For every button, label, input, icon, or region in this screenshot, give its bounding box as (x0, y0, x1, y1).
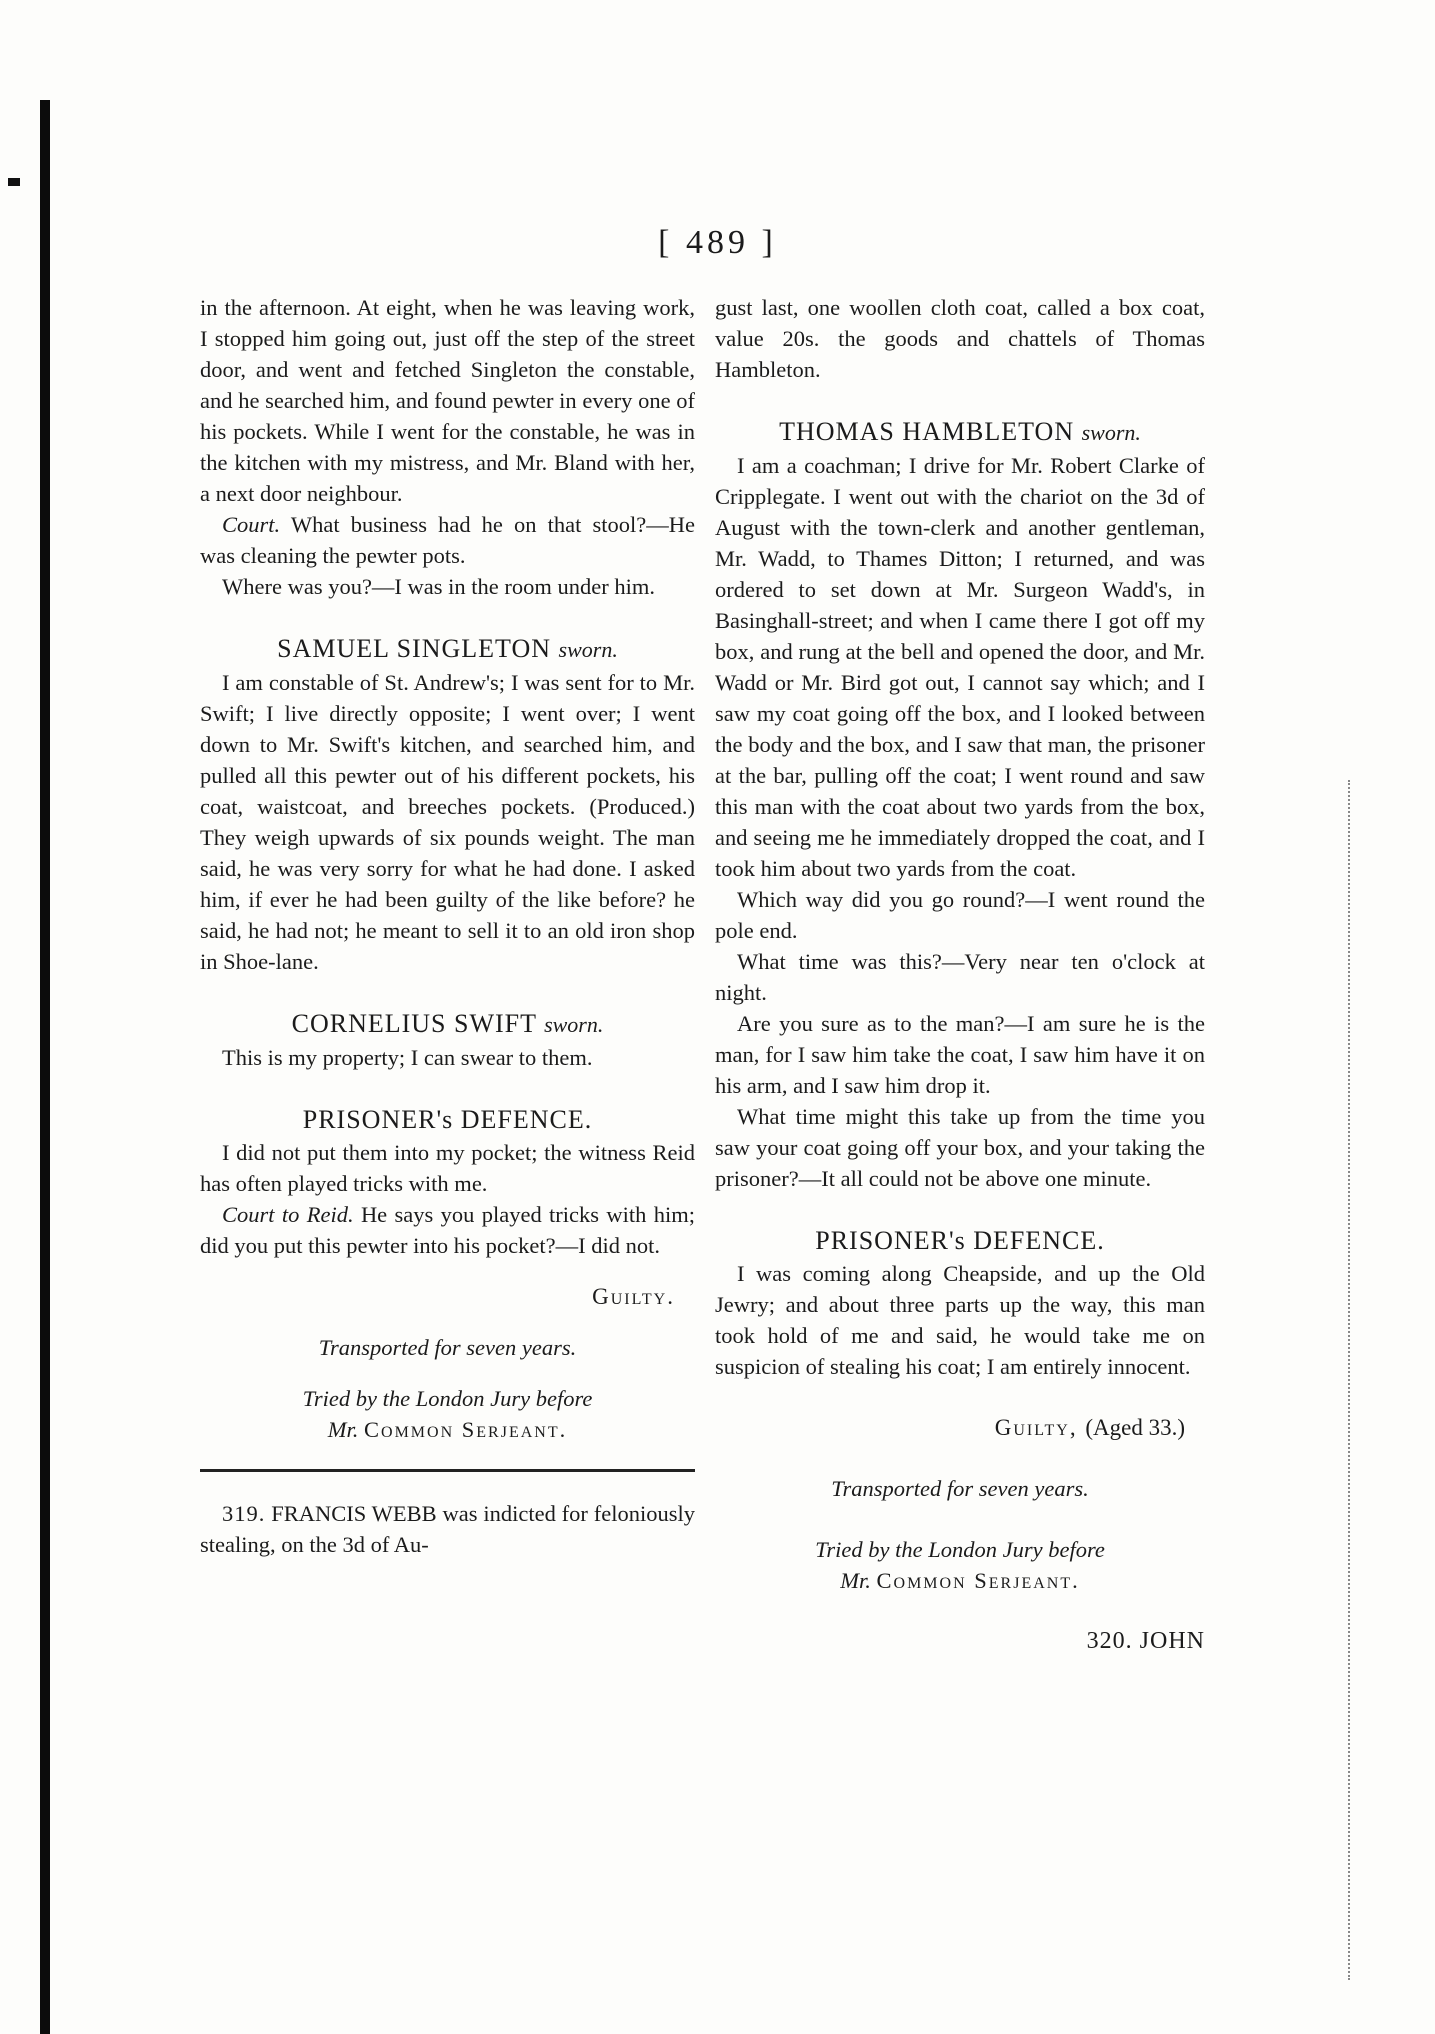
tried-before: Tried by the London Jury before (815, 1537, 1105, 1562)
verdict: Guilty. (592, 1284, 675, 1309)
paragraph: I did not put them into my pocket; the witness Reid has often played tricks with me. (200, 1140, 695, 1196)
sworn-label: sworn. (544, 1012, 604, 1037)
paragraph: I am constable of St. Andrew's; I was sent for to Mr. Swift; I live directly opposite; I went over; I went down to Mr. Swift's kitchen, and searched him, and pulled all this pewter out of his different pockets, his coat, waistcoat, and breeches pockets. (Produced.) They weigh upwards of six pounds weight. The man said, he was very sorry for what he had done. I asked him, if ever he had been guilty of the like before? he said, he had not; he meant to sell it to an old iron shop in Shoe-lane. (200, 670, 695, 974)
sentence: Transported for seven years. (318, 1335, 577, 1360)
paragraph: I am a coachman; I drive for Mr. Robert Clarke of Cripplegate. I went out with the chariot on the 3d of August with the town-clerk and another gentleman, Mr. Wadd, to Thames Ditton; I returned, and was ordered to set down at Mr. Surgeon Wadd's, in Basinghall-street; and when I came there I got off my box, and rung at the bell and opened the door, and Mr. Wadd or Mr. Bird got out, I cannot say which; and I saw my coat going off the box, and I looked between the body and the box, and I saw that man, the prisoner at the bar, pulling off the coat; I went round and saw this man with the coat about two yards from the box, and seeing me he immediately dropped the coat, and I took him about two yards from the coat. (715, 453, 1205, 881)
right-column (715, 292, 1205, 1657)
case-number: 319. (222, 1501, 266, 1526)
margin-mark (8, 178, 20, 186)
paragraph: Which way did you go round?—I went round the pole end. (715, 887, 1205, 943)
paragraph: This is my property; I can swear to them. (222, 1045, 593, 1070)
witness-heading (200, 1007, 695, 1042)
paragraph (200, 1199, 695, 1261)
judge-title: Mr. (840, 1568, 871, 1593)
tried-before: Tried by the London Jury before (302, 1386, 593, 1411)
page-number: [ 489 ] (658, 224, 777, 261)
page-edge-specks (1348, 780, 1354, 1980)
binding-edge (40, 100, 50, 2034)
witness-name: THOMAS HAMBLETON (779, 417, 1075, 446)
speaker-label: Court to Reid. (222, 1202, 354, 1227)
witness-heading (200, 632, 695, 667)
paragraph: Are you sure as to the man?—I am sure he is the man, for I saw him take the coat, I saw him have it on his arm, and I saw him drop it. (715, 1011, 1205, 1098)
verdict (715, 1412, 1205, 1443)
paragraph: I was coming along Cheapside, and up the Old Jewry; and about three parts up the way, this man took hold of me and said, he would take me on suspicion of stealing his coat; I am entirely innocent. (715, 1261, 1205, 1379)
judge-line (715, 1565, 1205, 1596)
judge-name: Common Serjeant. (364, 1417, 568, 1442)
witness-heading (715, 415, 1205, 450)
defence-heading: PRISONER's DEFENCE. (815, 1226, 1105, 1255)
witness-name: SAMUEL SINGLETON (277, 634, 552, 663)
age: (Aged 33.) (1085, 1415, 1185, 1440)
judge-line (200, 1414, 695, 1445)
defence-heading: PRISONER's DEFENCE. (302, 1105, 593, 1134)
paragraph: gust last, one woollen cloth coat, called a box coat, value 20s. the goods and chattels of Thomas Hambleton. (715, 295, 1205, 382)
section-rule (200, 1469, 695, 1472)
paragraph: What time might this take up from the time you saw your coat going off your box, and your taking the prisoner?—It all could not be above one minute. (715, 1104, 1205, 1191)
sworn-label: sworn. (558, 637, 618, 662)
paragraph-text: was indicted for feloniously stealing, on the 3d of Au- (200, 1501, 695, 1557)
paragraph-text: What business had he on that stool?—He was cleaning the pewter pots. (200, 512, 695, 568)
defendant-name: FRANCIS WEBB (271, 1501, 437, 1526)
verdict-word: Guilty, (994, 1415, 1078, 1440)
paragraph: Where was you?—I was in the room under him. (222, 574, 656, 599)
indictment-paragraph (200, 1498, 695, 1560)
judge-name: Common Serjeant. (876, 1568, 1080, 1593)
witness-name: CORNELIUS SWIFT (291, 1009, 537, 1038)
paragraph (200, 509, 695, 571)
sentence: Transported for seven years. (831, 1476, 1089, 1501)
paragraph: What time was this?—Very near ten o'clock at night. (715, 949, 1205, 1005)
catchword: 320. JOHN (1086, 1628, 1205, 1654)
judge-title: Mr. (327, 1417, 359, 1442)
left-column (200, 292, 695, 1560)
speaker-label: Court. (222, 512, 281, 537)
paragraph-text: He says you played tricks with him; did you put this pewter into his pocket?—I did not. (200, 1202, 696, 1258)
paragraph: in the afternoon. At eight, when he was leaving work, I stopped him going out, just off the step of the street door, and went and fetched Singleton the constable, and he searched him, and found pewter in every one of his pockets. While I went for the constable, he was in the kitchen with my mistress, and Mr. Bland with her, a next door neighbour. (200, 295, 695, 506)
sworn-label: sworn. (1081, 420, 1141, 445)
